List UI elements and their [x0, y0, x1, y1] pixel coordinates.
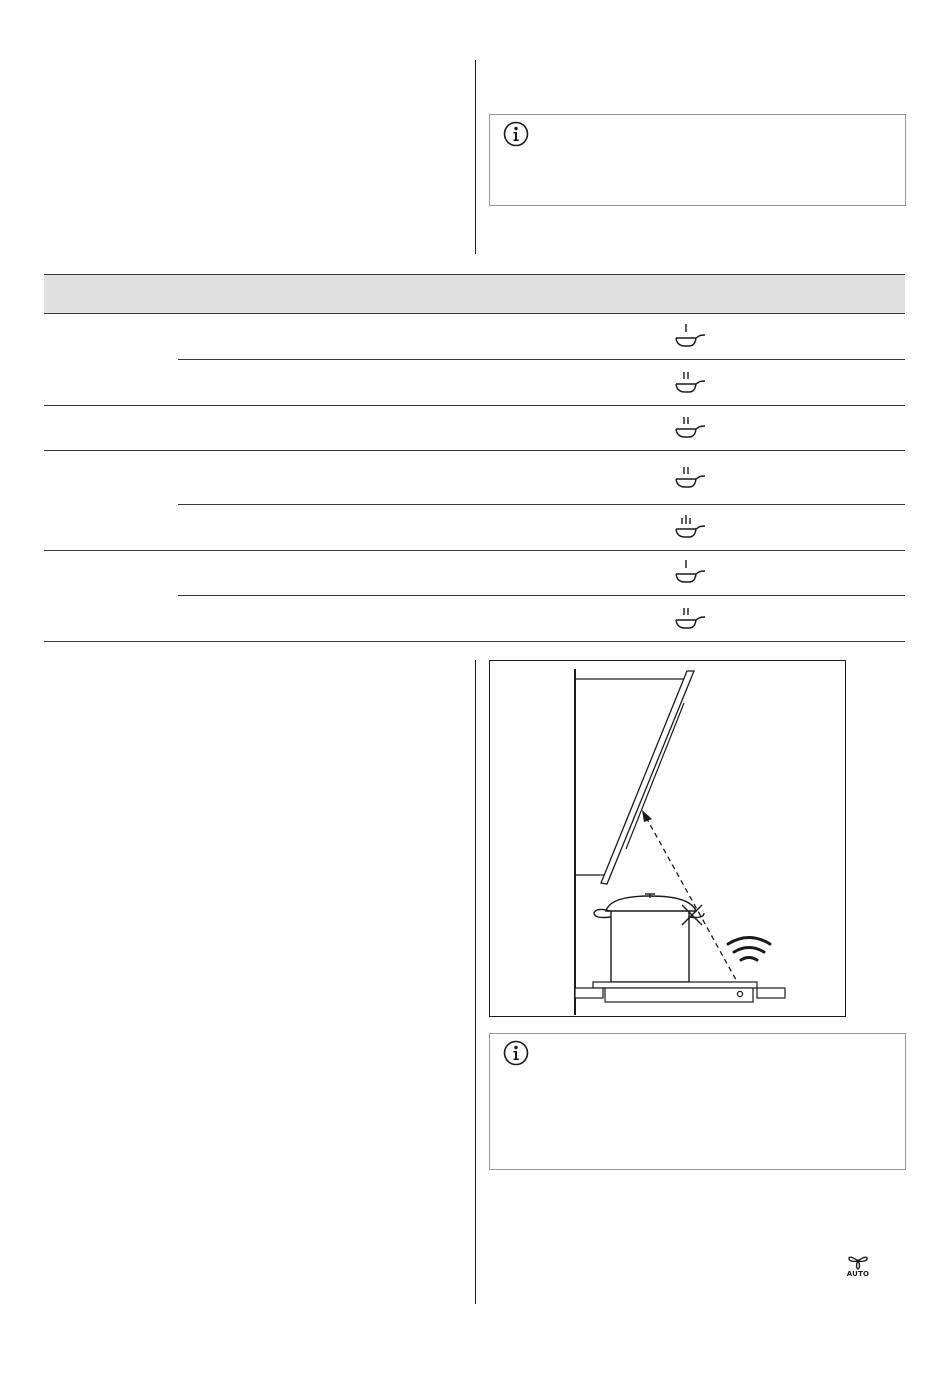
hob-icon	[575, 982, 785, 1002]
table-row	[44, 406, 905, 451]
table-group-cell	[44, 406, 178, 451]
table-row	[44, 551, 905, 596]
table-header-cell	[44, 275, 178, 314]
column-divider-top	[475, 60, 476, 254]
table-condition-cell	[178, 314, 604, 360]
info-icon	[503, 121, 529, 147]
info-box-top	[489, 114, 906, 206]
hood-icon	[601, 671, 694, 884]
table-header-row	[44, 275, 905, 314]
table-icon-cell	[604, 360, 905, 406]
info-box-bottom	[489, 1033, 906, 1170]
table-condition-cell	[178, 596, 604, 642]
pan-steam-2-icon	[672, 412, 708, 444]
table-group-cell	[44, 551, 178, 642]
table-condition-cell	[178, 451, 604, 505]
table-icon-cell	[604, 451, 905, 505]
table-group-cell	[44, 451, 178, 551]
settings-table	[44, 274, 905, 642]
fan-auto-label: AUTO	[846, 1270, 870, 1278]
table-condition-cell	[178, 406, 604, 451]
pot-icon	[594, 894, 704, 982]
table-condition-cell	[178, 505, 604, 551]
pan-steam-3-icon	[672, 512, 708, 544]
table-row	[44, 314, 905, 360]
table-header-cell	[604, 275, 905, 314]
table-icon-cell	[604, 505, 905, 551]
table-condition-cell	[178, 360, 604, 406]
table-icon-cell	[604, 596, 905, 642]
table-group-cell	[44, 314, 178, 406]
pan-steam-2-icon	[672, 462, 708, 494]
fan-auto-icon	[840, 1248, 876, 1284]
table-condition-cell	[178, 551, 604, 596]
table-icon-cell	[604, 406, 905, 451]
table-header-cell	[178, 275, 604, 314]
info-icon	[503, 1040, 529, 1066]
pan-steam-1-icon	[672, 557, 708, 589]
column-divider-bottom	[475, 660, 476, 1304]
pan-steam-2-icon	[672, 603, 708, 635]
hood-hob-illustration	[490, 661, 845, 1016]
wireless-signal-icon	[728, 938, 770, 961]
table-row	[44, 451, 905, 505]
table-icon-cell	[604, 314, 905, 360]
table-icon-cell	[604, 551, 905, 596]
hood-hob-diagram	[489, 660, 846, 1017]
pan-steam-2-icon	[672, 367, 708, 399]
pan-steam-1-icon	[672, 321, 708, 353]
